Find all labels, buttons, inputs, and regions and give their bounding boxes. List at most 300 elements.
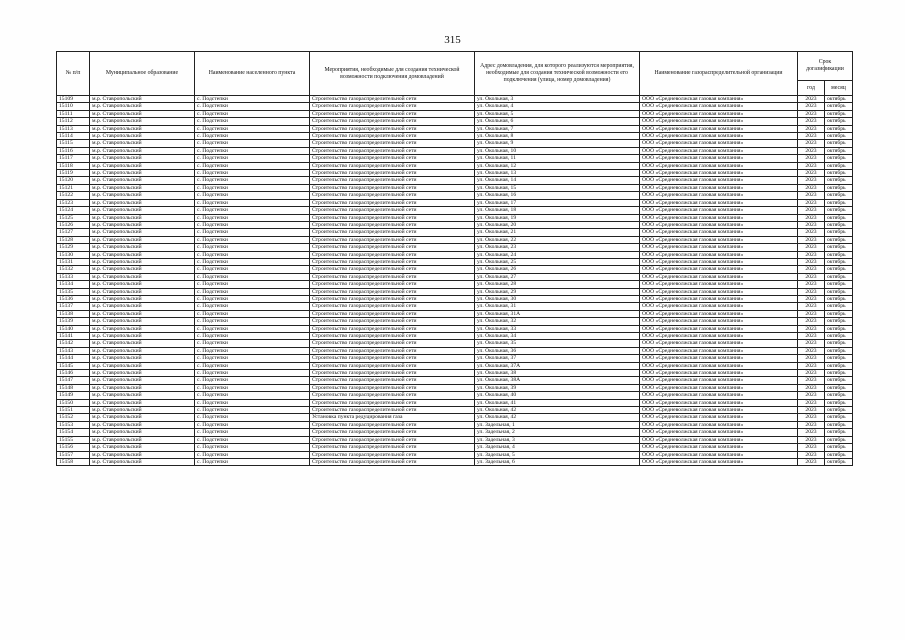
municipality-cell: м.р. Ставропольский [90, 451, 195, 458]
month-cell: октябрь [825, 421, 853, 428]
settlement-cell: с. Подстепки [195, 199, 310, 206]
measure-cell: Строительство газораспределительной сети [310, 147, 475, 154]
header-term: Срок догазификации [798, 52, 853, 81]
municipality-cell: м.р. Ставропольский [90, 384, 195, 391]
address-cell: ул. Окольная, 6 [475, 118, 640, 125]
table-row [57, 370, 853, 377]
settlement-cell: с. Подстепки [195, 266, 310, 273]
row-number: 15120 [57, 177, 90, 184]
month-cell: октябрь [825, 414, 853, 421]
settlement-cell: с. Подстепки [195, 303, 310, 310]
address-cell: ул. Окольная, 30 [475, 295, 640, 302]
year-cell: 2023 [798, 251, 825, 258]
month-cell: октябрь [825, 184, 853, 191]
year-cell: 2023 [798, 310, 825, 317]
gdo-cell: ООО «Средневолжская газовая компания» [640, 162, 798, 169]
address-cell: ул. Окольная, 37 [475, 355, 640, 362]
settlement-cell: с. Подстепки [195, 458, 310, 465]
address-cell: ул. Окольная, 13 [475, 170, 640, 177]
settlement-cell: с. Подстепки [195, 399, 310, 406]
municipality-cell: м.р. Ставропольский [90, 258, 195, 265]
gdo-cell: ООО «Средневолжская газовая компания» [640, 347, 798, 354]
row-number: 15110 [57, 103, 90, 110]
municipality-cell: м.р. Ставропольский [90, 458, 195, 465]
year-cell: 2023 [798, 288, 825, 295]
month-cell: октябрь [825, 258, 853, 265]
year-cell: 2023 [798, 207, 825, 214]
settlement-cell: с. Подстепки [195, 310, 310, 317]
municipality-cell: м.р. Ставропольский [90, 392, 195, 399]
gdo-cell: ООО «Средневолжская газовая компания» [640, 399, 798, 406]
settlement-cell: с. Подстепки [195, 288, 310, 295]
municipality-cell: м.р. Ставропольский [90, 429, 195, 436]
settlement-cell: с. Подстепки [195, 370, 310, 377]
month-cell: октябрь [825, 355, 853, 362]
municipality-cell: м.р. Ставропольский [90, 103, 195, 110]
row-number: 15144 [57, 355, 90, 362]
municipality-cell: м.р. Ставропольский [90, 295, 195, 302]
table-row [57, 110, 853, 117]
row-number: 15158 [57, 458, 90, 465]
month-cell: октябрь [825, 229, 853, 236]
table-row [57, 133, 853, 140]
address-cell: ул. Окольная, 28 [475, 281, 640, 288]
gdo-cell: ООО «Средневолжская газовая компания» [640, 362, 798, 369]
month-cell: октябрь [825, 236, 853, 243]
address-cell: ул. Окольная, 8 [475, 133, 640, 140]
municipality-cell: м.р. Ставропольский [90, 436, 195, 443]
gdo-cell: ООО «Средневолжская газовая компания» [640, 177, 798, 184]
month-cell: октябрь [825, 370, 853, 377]
month-cell: октябрь [825, 288, 853, 295]
gdo-cell: ООО «Средневолжская газовая компания» [640, 236, 798, 243]
municipality-cell: м.р. Ставропольский [90, 110, 195, 117]
month-cell: октябрь [825, 192, 853, 199]
municipality-cell: м.р. Ставропольский [90, 303, 195, 310]
settlement-cell: с. Подстепки [195, 273, 310, 280]
year-cell: 2023 [798, 214, 825, 221]
settlement-cell: с. Подстепки [195, 384, 310, 391]
year-cell: 2023 [798, 399, 825, 406]
table-row [57, 288, 853, 295]
row-number: 15134 [57, 281, 90, 288]
year-cell: 2023 [798, 295, 825, 302]
municipality-cell: м.р. Ставропольский [90, 362, 195, 369]
address-cell: ул. Окольная, 29 [475, 288, 640, 295]
municipality-cell: м.р. Ставропольский [90, 266, 195, 273]
municipality-cell: м.р. Ставропольский [90, 318, 195, 325]
table-row [57, 199, 853, 206]
settlement-cell: с. Подстепки [195, 229, 310, 236]
measure-cell: Строительство газораспределительной сети [310, 184, 475, 191]
month-cell: октябрь [825, 177, 853, 184]
table-row [57, 221, 853, 228]
row-number: 15129 [57, 244, 90, 251]
year-cell: 2023 [798, 325, 825, 332]
month-cell: октябрь [825, 118, 853, 125]
month-cell: октябрь [825, 266, 853, 273]
header-num: № п/п [57, 52, 90, 96]
measure-cell: Строительство газораспределительной сети [310, 295, 475, 302]
month-cell: октябрь [825, 125, 853, 132]
year-cell: 2023 [798, 118, 825, 125]
month-cell: октябрь [825, 244, 853, 251]
settlement-cell: с. Подстепки [195, 362, 310, 369]
settlement-cell: с. Подстепки [195, 244, 310, 251]
table-row [57, 236, 853, 243]
row-number: 15152 [57, 414, 90, 421]
address-cell: ул. Окольная, 26 [475, 266, 640, 273]
table-row [57, 207, 853, 214]
row-number: 15141 [57, 333, 90, 340]
table-row [57, 414, 853, 421]
header-settlement: Наименование населенного пункта [195, 52, 310, 96]
page-number: 315 [444, 34, 461, 46]
measure-cell: Строительство газораспределительной сети [310, 177, 475, 184]
gdo-cell: ООО «Средневолжская газовая компания» [640, 199, 798, 206]
table-row [57, 384, 853, 391]
address-cell: ул. Окольная, 9 [475, 140, 640, 147]
municipality-cell: м.р. Ставропольский [90, 147, 195, 154]
year-cell: 2023 [798, 184, 825, 191]
year-cell: 2023 [798, 436, 825, 443]
month-cell: октябрь [825, 458, 853, 465]
row-number: 15138 [57, 310, 90, 317]
measure-cell: Строительство газораспределительной сети [310, 421, 475, 428]
table-body [57, 96, 853, 466]
settlement-cell: с. Подстепки [195, 155, 310, 162]
settlement-cell: с. Подстепки [195, 214, 310, 221]
table-row [57, 399, 853, 406]
month-cell: октябрь [825, 199, 853, 206]
month-cell: октябрь [825, 325, 853, 332]
municipality-cell: м.р. Ставропольский [90, 133, 195, 140]
table-row [57, 140, 853, 147]
address-cell: ул. Задельная, 1 [475, 421, 640, 428]
measure-cell: Строительство газораспределительной сети [310, 103, 475, 110]
address-cell: ул. Задельная, 3 [475, 436, 640, 443]
gdo-cell: ООО «Средневолжская газовая компания» [640, 103, 798, 110]
gdo-cell: ООО «Средневолжская газовая компания» [640, 377, 798, 384]
measure-cell: Строительство газораспределительной сети [310, 444, 475, 451]
year-cell: 2023 [798, 199, 825, 206]
address-cell: ул. Задельная, 6 [475, 458, 640, 465]
gdo-cell: ООО «Средневолжская газовая компания» [640, 407, 798, 414]
table-row [57, 214, 853, 221]
address-cell: ул. Окольная, 16 [475, 192, 640, 199]
municipality-cell: м.р. Ставропольский [90, 281, 195, 288]
municipality-cell: м.р. Ставропольский [90, 273, 195, 280]
municipality-cell: м.р. Ставропольский [90, 199, 195, 206]
measure-cell: Строительство газораспределительной сети [310, 429, 475, 436]
year-cell: 2023 [798, 407, 825, 414]
row-number: 15122 [57, 192, 90, 199]
measure-cell: Строительство газораспределительной сети [310, 370, 475, 377]
municipality-cell: м.р. Ставропольский [90, 340, 195, 347]
measure-cell: Строительство газораспределительной сети [310, 325, 475, 332]
measure-cell: Строительство газораспределительной сети [310, 303, 475, 310]
gdo-cell: ООО «Средневолжская газовая компания» [640, 140, 798, 147]
measure-cell: Строительство газораспределительной сети [310, 288, 475, 295]
month-cell: октябрь [825, 162, 853, 169]
row-number: 15156 [57, 444, 90, 451]
table-row [57, 125, 853, 132]
year-cell: 2023 [798, 96, 825, 103]
address-cell: ул. Окольная, 20 [475, 221, 640, 228]
address-cell: ул. Окольная, 3 [475, 96, 640, 103]
gdo-cell: ООО «Средневолжская газовая компания» [640, 318, 798, 325]
year-cell: 2023 [798, 421, 825, 428]
table-row [57, 444, 853, 451]
settlement-cell: с. Подстепки [195, 192, 310, 199]
measure-cell: Строительство газораспределительной сети [310, 399, 475, 406]
table-row [57, 281, 853, 288]
address-cell: ул. Окольная, 24 [475, 251, 640, 258]
settlement-cell: с. Подстепки [195, 318, 310, 325]
settlement-cell: с. Подстепки [195, 392, 310, 399]
year-cell: 2023 [798, 147, 825, 154]
year-cell: 2023 [798, 303, 825, 310]
address-cell: ул. Окольная, 18 [475, 207, 640, 214]
gdo-cell: ООО «Средневолжская газовая компания» [640, 118, 798, 125]
settlement-cell: с. Подстепки [195, 184, 310, 191]
address-cell: ул. Окольная, 33 [475, 325, 640, 332]
month-cell: октябрь [825, 310, 853, 317]
gdo-cell: ООО «Средневолжская газовая компания» [640, 258, 798, 265]
settlement-cell: с. Подстепки [195, 340, 310, 347]
settlement-cell: с. Подстепки [195, 355, 310, 362]
address-cell: ул. Окольная, 37А [475, 362, 640, 369]
measure-cell: Строительство газораспределительной сети [310, 96, 475, 103]
measure-cell: Строительство газораспределительной сети [310, 384, 475, 391]
gdo-cell: ООО «Средневолжская газовая компания» [640, 244, 798, 251]
row-number: 15142 [57, 340, 90, 347]
year-cell: 2023 [798, 258, 825, 265]
row-number: 15137 [57, 303, 90, 310]
row-number: 15151 [57, 407, 90, 414]
year-cell: 2023 [798, 333, 825, 340]
row-number: 15121 [57, 184, 90, 191]
gdo-cell: ООО «Средневолжская газовая компания» [640, 458, 798, 465]
table-row [57, 362, 853, 369]
year-cell: 2023 [798, 110, 825, 117]
measure-cell: Строительство газораспределительной сети [310, 244, 475, 251]
gdo-cell: ООО «Средневолжская газовая компания» [640, 221, 798, 228]
table-row [57, 429, 853, 436]
settlement-cell: с. Подстепки [195, 96, 310, 103]
month-cell: октябрь [825, 214, 853, 221]
table-row [57, 170, 853, 177]
gdo-cell: ООО «Средневолжская газовая компания» [640, 207, 798, 214]
row-number: 15148 [57, 384, 90, 391]
measure-cell: Строительство газораспределительной сети [310, 170, 475, 177]
settlement-cell: с. Подстепки [195, 295, 310, 302]
settlement-cell: с. Подстепки [195, 118, 310, 125]
row-number: 15133 [57, 273, 90, 280]
year-cell: 2023 [798, 155, 825, 162]
gdo-cell: ООО «Средневолжская газовая компания» [640, 392, 798, 399]
year-cell: 2023 [798, 244, 825, 251]
header-month: месяц [825, 81, 853, 96]
address-cell: ул. Окольная, 41 [475, 399, 640, 406]
municipality-cell: м.р. Ставропольский [90, 347, 195, 354]
gdo-cell: ООО «Средневолжская газовая компания» [640, 370, 798, 377]
address-cell: ул. Окольная, 22 [475, 236, 640, 243]
gdo-cell: ООО «Средневолжская газовая компания» [640, 310, 798, 317]
month-cell: октябрь [825, 110, 853, 117]
gdo-cell: ООО «Средневолжская газовая компания» [640, 147, 798, 154]
month-cell: октябрь [825, 221, 853, 228]
municipality-cell: м.р. Ставропольский [90, 140, 195, 147]
measure-cell: Строительство газораспределительной сети [310, 273, 475, 280]
gdo-cell: ООО «Средневолжская газовая компания» [640, 229, 798, 236]
municipality-cell: м.р. Ставропольский [90, 118, 195, 125]
measure-cell: Строительство газораспределительной сети [310, 199, 475, 206]
measure-cell: Строительство газораспределительной сети [310, 118, 475, 125]
row-number: 15157 [57, 451, 90, 458]
measure-cell: Строительство газораспределительной сети [310, 229, 475, 236]
month-cell: октябрь [825, 451, 853, 458]
address-cell: ул. Окольная, 42 [475, 407, 640, 414]
row-number: 15143 [57, 347, 90, 354]
row-number: 15125 [57, 214, 90, 221]
settlement-cell: с. Подстепки [195, 377, 310, 384]
address-cell: ул. Окольная, 25 [475, 258, 640, 265]
table-row [57, 295, 853, 302]
municipality-cell: м.р. Ставропольский [90, 333, 195, 340]
municipality-cell: м.р. Ставропольский [90, 214, 195, 221]
header-municipality: Муниципальное образование [90, 52, 195, 96]
table-row [57, 325, 853, 332]
municipality-cell: м.р. Ставропольский [90, 244, 195, 251]
settlement-cell: с. Подстепки [195, 429, 310, 436]
settlement-cell: с. Подстепки [195, 221, 310, 228]
month-cell: октябрь [825, 303, 853, 310]
municipality-cell: м.р. Ставропольский [90, 207, 195, 214]
settlement-cell: с. Подстепки [195, 236, 310, 243]
measure-cell: Строительство газораспределительной сети [310, 251, 475, 258]
address-cell: ул. Задельная, 5 [475, 451, 640, 458]
row-number: 15149 [57, 392, 90, 399]
row-number: 15111 [57, 110, 90, 117]
settlement-cell: с. Подстепки [195, 133, 310, 140]
month-cell: октябрь [825, 429, 853, 436]
address-cell: ул. Окольная, 23 [475, 244, 640, 251]
measure-cell: Строительство газораспределительной сети [310, 340, 475, 347]
table-row [57, 118, 853, 125]
municipality-cell: м.р. Ставропольский [90, 177, 195, 184]
table-row [57, 458, 853, 465]
year-cell: 2023 [798, 273, 825, 280]
gdo-cell: ООО «Средневолжская газовая компания» [640, 273, 798, 280]
row-number: 15119 [57, 170, 90, 177]
year-cell: 2023 [798, 229, 825, 236]
month-cell: октябрь [825, 251, 853, 258]
measure-cell: Строительство газораспределительной сети [310, 133, 475, 140]
row-number: 15140 [57, 325, 90, 332]
row-number: 15150 [57, 399, 90, 406]
row-number: 15136 [57, 295, 90, 302]
address-cell: ул. Окольная, 17 [475, 199, 640, 206]
month-cell: октябрь [825, 103, 853, 110]
municipality-cell: м.р. Ставропольский [90, 125, 195, 132]
address-cell: ул. Окольная, 7 [475, 125, 640, 132]
municipality-cell: м.р. Ставропольский [90, 325, 195, 332]
table-row [57, 229, 853, 236]
measure-cell: Строительство газораспределительной сети [310, 392, 475, 399]
row-number: 15132 [57, 266, 90, 273]
year-cell: 2023 [798, 384, 825, 391]
year-cell: 2023 [798, 162, 825, 169]
month-cell: октябрь [825, 384, 853, 391]
table-header [57, 52, 853, 96]
municipality-cell: м.р. Ставропольский [90, 221, 195, 228]
month-cell: октябрь [825, 362, 853, 369]
year-cell: 2023 [798, 340, 825, 347]
year-cell: 2023 [798, 444, 825, 451]
table-row [57, 318, 853, 325]
table-row [57, 377, 853, 384]
table-row [57, 333, 853, 340]
gasification-table [56, 51, 853, 466]
year-cell: 2023 [798, 192, 825, 199]
year-cell: 2023 [798, 170, 825, 177]
table-row [57, 273, 853, 280]
month-cell: октябрь [825, 281, 853, 288]
gdo-cell: ООО «Средневолжская газовая компания» [640, 125, 798, 132]
row-number: 15112 [57, 118, 90, 125]
row-number: 15153 [57, 421, 90, 428]
month-cell: октябрь [825, 399, 853, 406]
year-cell: 2023 [798, 414, 825, 421]
settlement-cell: с. Подстепки [195, 170, 310, 177]
header-address: Адрес домовладения, для которого реализуются мероприятия, необходимые для создания технической возможности его подключения (улица, номер домовладения) [475, 52, 640, 96]
address-cell: ул. Окольная, 38А [475, 377, 640, 384]
gdo-cell: ООО «Средневолжская газовая компания» [640, 133, 798, 140]
month-cell: октябрь [825, 295, 853, 302]
measure-cell: Строительство газораспределительной сети [310, 207, 475, 214]
address-cell: ул. Окольная, 31 [475, 303, 640, 310]
settlement-cell: с. Подстепки [195, 451, 310, 458]
table-row [57, 155, 853, 162]
year-cell: 2023 [798, 458, 825, 465]
gdo-cell: ООО «Средневолжская газовая компания» [640, 281, 798, 288]
row-number: 15147 [57, 377, 90, 384]
row-number: 15117 [57, 155, 90, 162]
measure-cell: Строительство газораспределительной сети [310, 162, 475, 169]
table-row [57, 407, 853, 414]
row-number: 15118 [57, 162, 90, 169]
row-number: 15114 [57, 133, 90, 140]
measure-cell: Строительство газораспределительной сети [310, 355, 475, 362]
settlement-cell: с. Подстепки [195, 325, 310, 332]
gdo-cell: ООО «Средневолжская газовая компания» [640, 414, 798, 421]
table-row [57, 147, 853, 154]
table-row [57, 340, 853, 347]
settlement-cell: с. Подстепки [195, 140, 310, 147]
month-cell: октябрь [825, 133, 853, 140]
measure-cell: Установка пункта редуцирования газа [310, 414, 475, 421]
address-cell: ул. Окольная, 5 [475, 110, 640, 117]
row-number: 15124 [57, 207, 90, 214]
address-cell: ул. Окольная, 36 [475, 347, 640, 354]
gdo-cell: ООО «Средневолжская газовая компания» [640, 155, 798, 162]
municipality-cell: м.р. Ставропольский [90, 414, 195, 421]
address-cell: ул. Задельная, 4 [475, 444, 640, 451]
measure-cell: Строительство газораспределительной сети [310, 310, 475, 317]
measure-cell: Строительство газораспределительной сети [310, 155, 475, 162]
table-row [57, 258, 853, 265]
